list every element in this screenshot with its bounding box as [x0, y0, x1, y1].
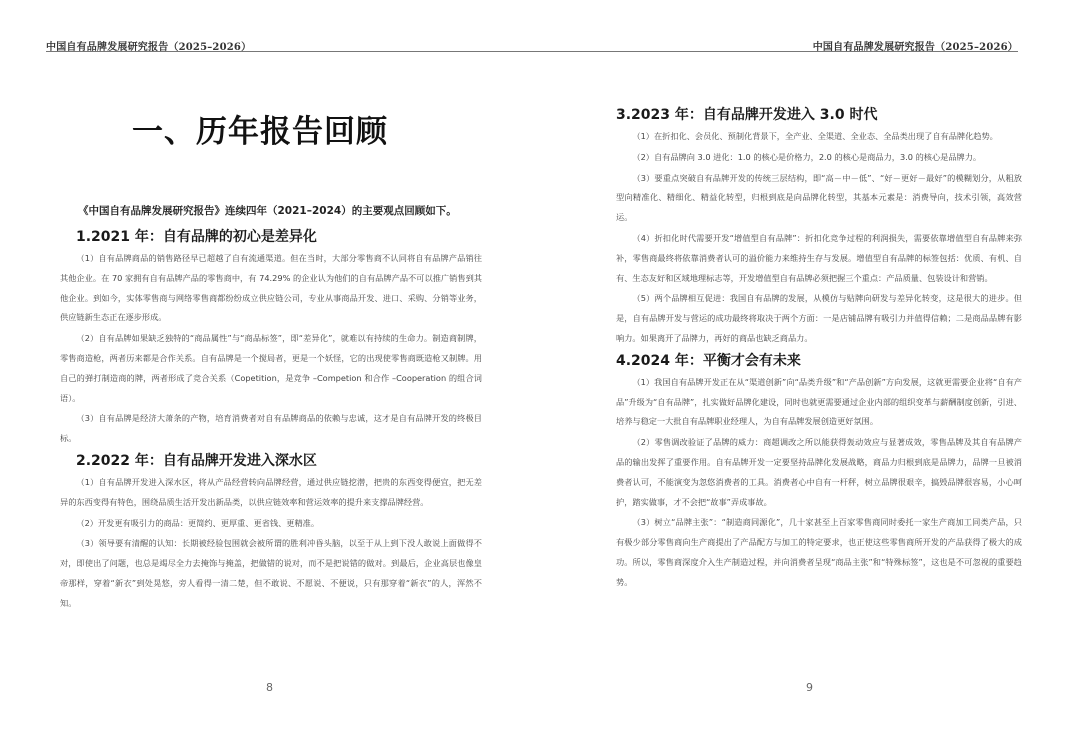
paragraph: （1）自有品牌商品的销售路径早已超越了自有流通渠道。但在当时，大部分零售商不认同将自有品牌产品销往其他企业。在 70 家拥有自有品牌产品的零售商中，有 74.29% 的企业认为他们的自有品牌产品不可以推广销售到其他企业。到如今，实体零售商与网络零售商都纷纷成立供应链公司，专业从事商品开发、进口、采购、分销等业务，供应链新生态正在逐步形成。	[60, 253, 482, 323]
paragraph: （5）两个品牌相互促进：我国自有品牌的发展，从模仿与贴牌向研发与差异化转变，这是很大的进步。但是，自有品牌开发与营运的成功最终将取决于两个方面：一是店铺品牌有吸引力并值得信赖；二是商品品牌有影响力。如果离开了品牌力，再好的商品也缺乏商品力。	[616, 293, 1022, 343]
paragraph: （1）自有品牌开发进入深水区，将从产品经营转向品牌经营，通过供应链挖潜，把贵的东西变得便宜，把无差异的东西变得有特色，围绕品质生活开发出新品类，以供应链效率和营运效率的提升来支撑品牌经营。	[60, 476, 482, 507]
paragraph: （2）开发更有吸引力的商品：更简约、更厚重、更省钱、更精准。	[76, 517, 320, 528]
intro-text: 《中国自有品牌发展研究报告》连续四年（2021–2024）的主要观点回顾如下。	[78, 205, 457, 217]
paragraph: （3）树立“品牌主张”：“制造商同源化”，几十家甚至上百家零售商同时委托一家生产商加工同类产品，只有极少部分零售商向生产商提出了产品配方与加工的特定要求，也正使这些零售商所开发的产品获得了极大的成功。所以，零售商深度介入生产制造过程，并向消费者呈现“商品主张”和“特殊标签”，这也是不可忽视的重要趋势。	[616, 517, 1022, 587]
running-head: 中国自有品牌发展研究报告（2025–2026）	[46, 42, 252, 53]
header-rule	[46, 51, 540, 52]
page-number: 8	[266, 681, 273, 694]
paragraph: （2）零售调改验证了品牌的威力：商超调改之所以能获得轰动效应与显著成效，零售品牌及其自有品牌产品的输出发挥了重要作用。自有品牌开发一定要坚持品牌化发展战略，商品力归根到底是品牌力，品牌一旦被消费者认可，不能演变为忽悠消费者的工具。消费者心中自有一杆秤，树立品牌很艰辛，搞毁品牌很容易，小心呵护，踏实做事，才不会把“故事”弄成事故。	[616, 437, 1022, 507]
paragraph: （2）自有品牌向 3.0 进化：1.0 的核心是价格力，2.0 的核心是商品力，3.0 的核心是品牌力。	[632, 151, 982, 162]
chapter-title: 一、历年报告回顾	[132, 114, 388, 150]
paragraph: （3）自有品牌是经济大萧条的产物，培育消费者对自有品牌商品的依赖与忠诚，这才是自有品牌开发的终极目标。	[60, 413, 482, 444]
paragraph: （2）自有品牌如果缺乏独特的“商品属性”与“商品标签”，即“差异化”，就难以有持续的生命力。制造商制牌，零售商造枪，两者历来都是合作关系。自有品牌是一个搅局者，更是一个妖怪，它的出现使零售商既造枪又制牌。用自己的弹打制造商的牌，两者形成了竞合关系（Copetition，是竞争 –Competion 和合作 –Cooperation 的组合词语）。	[60, 333, 482, 403]
section-heading-2024: 4.2024 年：平衡才会有未来	[616, 352, 801, 369]
paragraph: （1）在折扣化、会员化、预制化背景下，全产业、全渠道、全业态、全品类出现了自有品牌化趋势。	[632, 131, 998, 141]
page-number: 9	[806, 681, 813, 694]
right-content	[616, 104, 1022, 594]
paragraph: （3）要重点突破自有品牌开发的传统三层结构，即“高－中－低”、“好－更好－最好”的模糊划分，从粗放型向精准化、精细化、精益化转型，归根到底是向品牌化转型，其基本元素是：消费导向，技术引领，高效营运。	[616, 172, 1022, 223]
paragraph: （1）我国自有品牌开发正在从“渠道创新”向“品类升级”和“产品创新”方向发展，这就更需要企业将“自有产品”升级为“自有品牌”，扎实做好品牌化建设，同时也就更需要通过企业内部的组织变革与薪酬制度创新，引进、培养与稳定一大批自有品牌职业经理人，为自有品牌发展创造更好氛围。	[616, 376, 1022, 427]
running-head: 中国自有品牌发展研究报告（2025–2026）	[812, 42, 1018, 53]
paragraph: （3）领导要有清醒的认知：长期被经验包围就会被所谓的胜利冲昏头脑，以至于从上到下没人敢说上面做得不对，即使出了问题，也总是竭尽全力去掩饰与掩盖，把做错的说对，而不是把说错的做对。到最后，企业高层也像皇帝那样，穿着“新衣”到处晃悠，旁人看得一清二楚，但不敢说、不愿说、不便说，只有那穿着“新衣”的人，浑然不知。	[60, 538, 482, 608]
header-rule	[540, 51, 1018, 52]
section-heading-2021: 1.2021 年：自有品牌的初心是差异化	[76, 229, 317, 245]
section-heading-2023: 3.2023 年：自有品牌开发进入 3.0 时代	[616, 107, 878, 123]
paragraph: （4）折扣化时代需要开发“增值型自有品牌”：折扣化竞争过程的利润损失，需要依靠增值型自有品牌来弥补，零售商最终将依靠消费者认可的溢价能力来维持生存与发展。增值型自有品牌的标签包括：优质、有机、自有、生态友好和区域地理标志等，开发增值型自有品牌必须把握三个重点：产品质量、包装设计和营销。	[616, 232, 1022, 283]
left-content	[60, 226, 482, 615]
right-page	[540, 0, 1080, 732]
section-heading-2022: 2.2022 年：自有品牌开发进入深水区	[76, 452, 317, 469]
